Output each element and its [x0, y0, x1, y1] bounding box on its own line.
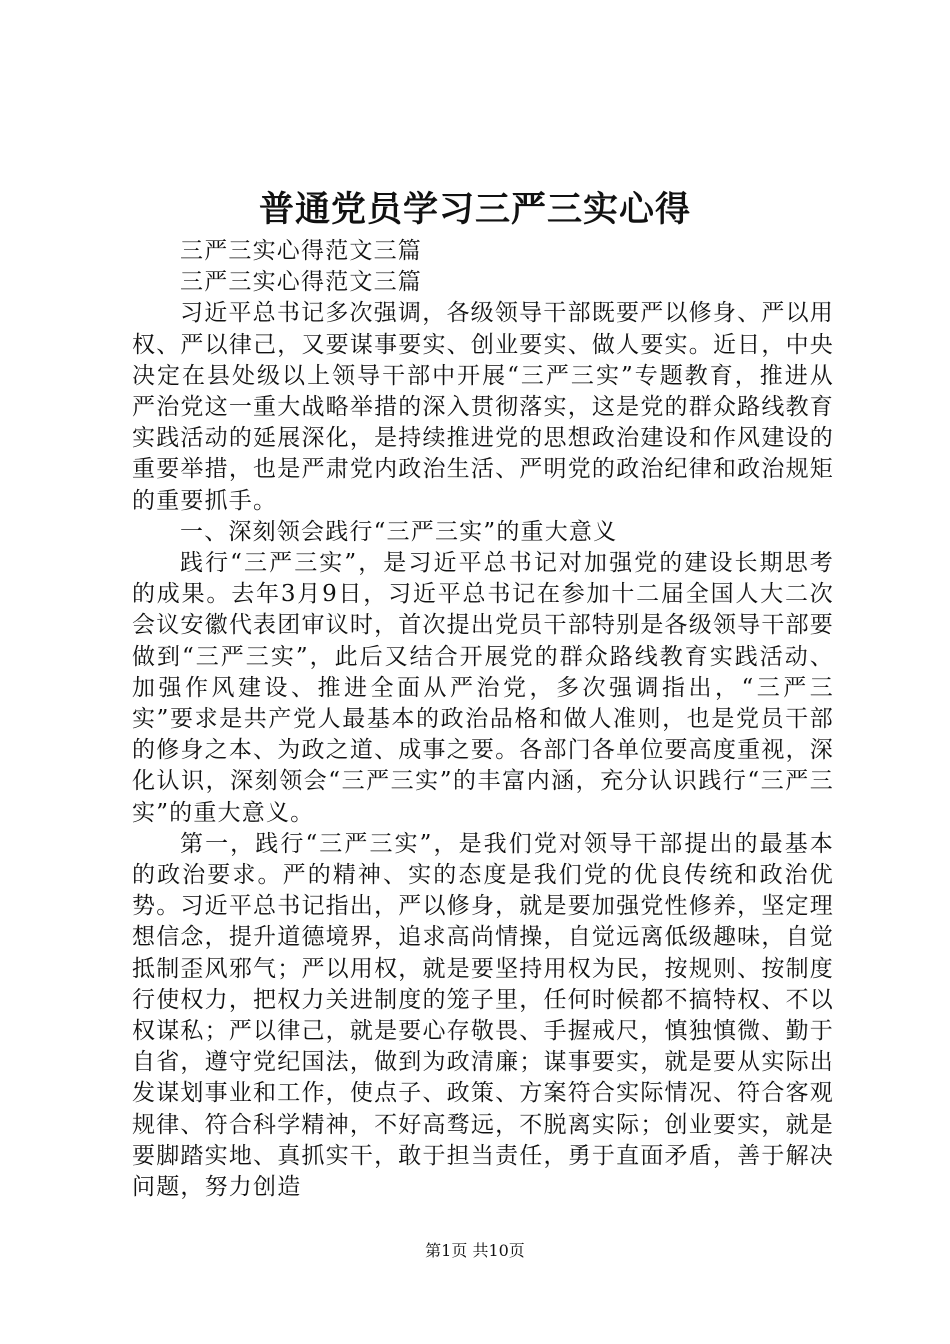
paragraph-first-point: 第一，践行“三严三实”，是我们党对领导干部提出的最基本的政治要求。严的精神、实的态度是我们党的优良传统和政治优势。习近平总书记指出，严以修身，就是要加强党性修养，坚定理想信念，提升道德境界，追求高尚情操，自觉远离低级趣味，自觉抵制歪风邪气；严以用权，就是要坚持用权为民，按规则、按制度行使权力，把权力关进制度的笼子里，任何时候都不搞特权、不以权谋私；严以律己，就是要心存敬畏、手握戒尺，慎独慎微、勤于自省，遵守党纪国法，做到为政清廉；谋事要实，就是要从实际出发谋划事业和工作，使点子、政策、方案符合实际情况、符合客观规律、符合科学精神，不好高骛远，不脱离实际；创业要实，就是要脚踏实地、真抓实干，敢于担当责任，勇于直面矛盾，善于解决问题，努力创造	[132, 830, 834, 1201]
document-body	[132, 236, 834, 1203]
page-footer: 第1页 共10页	[425, 1241, 525, 1260]
paragraph-significance: 践行“三严三实”，是习近平总书记对加强党的建设长期思考的成果。去年3月9日，习近平总书记在参加十二届全国人大二次会议安徽代表团审议时，首次提出党员干部特别是各级领导干部要做到“三严三实”，此后又结合开展党的群众路线教育实践活动、加强作风建设、推进全面从严治党，多次强调指出，“三严三实”要求是共产党人最基本的政治品格和做人准则，也是党员干部的修身之本、为政之道、成事之要。各部门各单位要高度重视，深化认识，深刻领会“三严三实”的丰富内涵，充分认识践行“三严三实”的重大意义。	[132, 550, 834, 826]
paragraph-intro: 习近平总书记多次强调，各级领导干部既要严以修身、严以用权、严以律己，又要谋事要实、创业要实、做人要实。近日，中央决定在县处级以上领导干部中开展“三严三实”专题教育，推进从严治党这一重大战略举措的深入贯彻落实，这是党的群众路线教育实践活动的延展深化，是持续推进党的思想政治建设和作风建设的重要举措，也是严肃党内政治生活、严明党的政治纪律和政治规矩的重要抓手。	[132, 300, 834, 514]
paragraph-subtitle-1: 三严三实心得范文三篇	[180, 238, 422, 264]
paragraph-subtitle-2: 三严三实心得范文三篇	[180, 269, 422, 296]
section-heading-1: 一、深刻领会践行“三严三实”的重大意义	[180, 518, 618, 545]
document-title: 普通党员学习三严三实心得	[258, 189, 691, 230]
